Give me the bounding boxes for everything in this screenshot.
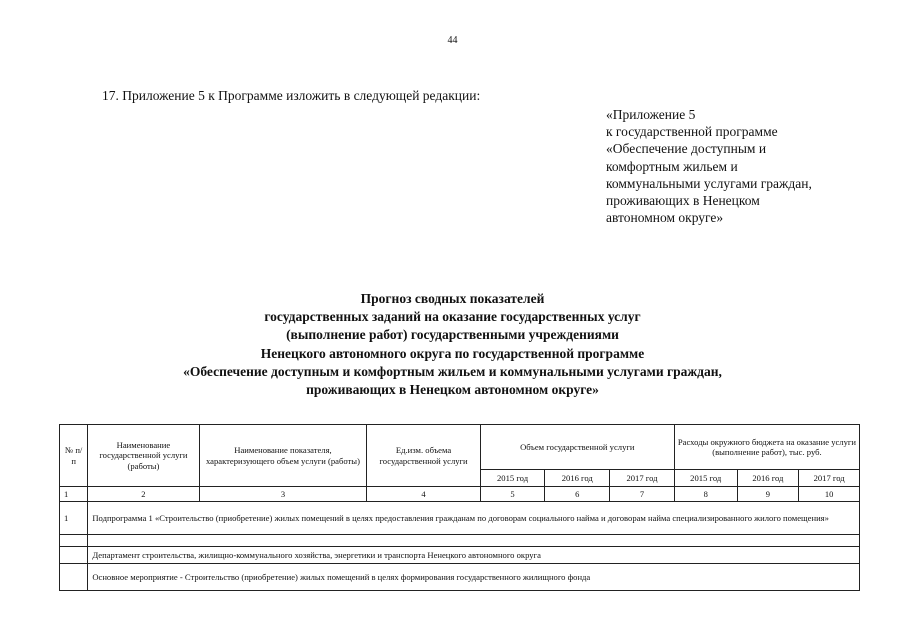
table-header-row <box>60 425 860 470</box>
header-year: 2016 год <box>545 470 610 487</box>
header-num: № п/п <box>60 425 88 487</box>
header-volume: Объем государственной услуги <box>480 425 674 470</box>
appendix-line: к государственной программе <box>606 124 778 140</box>
header-year: 2015 год <box>480 470 545 487</box>
table-row-department <box>60 547 860 564</box>
column-number: 3 <box>199 487 367 502</box>
header-expenses: Расходы окружного бюджета на оказание услуги (выполнение работ), тыс. руб. <box>674 425 859 470</box>
appendix-line: автономном округе» <box>606 210 724 226</box>
header-unit: Ед.изм. объема государственной услуги <box>367 425 480 487</box>
appendix-line: «Обеспечение доступным и <box>606 141 767 157</box>
header-year: 2017 год <box>799 470 860 487</box>
appendix-reference <box>606 106 856 226</box>
header-year: 2016 год <box>737 470 799 487</box>
empty-cell <box>60 547 88 564</box>
table-row-empty <box>60 535 860 547</box>
title-line: Ненецкого автономного округа по государственной программе <box>260 345 645 361</box>
appendix-line: «Приложение 5 <box>606 107 696 122</box>
header-indicator: Наименование показателя, характеризующего объем услуги (работы) <box>199 425 367 487</box>
header-year: 2015 год <box>674 470 737 487</box>
empty-cell <box>88 535 860 547</box>
column-number: 6 <box>545 487 610 502</box>
appendix-line: проживающих в Ненецком <box>606 193 760 209</box>
empty-cell <box>60 564 88 591</box>
title-line: проживающих в Ненецком автономном округе» <box>306 382 599 398</box>
column-number: 10 <box>799 487 860 502</box>
appendix-line: комфортным жильем и <box>606 158 738 174</box>
subprogram-number: 1 <box>60 502 88 535</box>
column-number: 2 <box>88 487 199 502</box>
title-line: (выполнение работ) государственными учреждениями <box>286 327 619 343</box>
main-event-text: Основное мероприятие - Строительство (приобретение) жилых помещений в целях формирования государственного жилищного фонда <box>88 564 860 591</box>
column-number: 8 <box>674 487 737 502</box>
title-line: «Обеспечение доступным и комфортным жильем и коммунальными услугами граждан, <box>183 363 722 379</box>
column-number: 5 <box>480 487 545 502</box>
department-name: Департамент строительства, жилищно-коммунального хозяйства, энергетики и транспорта Ненецкого автономного округа <box>88 547 860 564</box>
page-number: 44 <box>447 35 458 46</box>
table-row-main-event <box>60 564 860 591</box>
document-title <box>100 290 805 399</box>
indicators-table <box>59 424 860 591</box>
column-number: 9 <box>737 487 799 502</box>
subprogram-title: Подпрограмма 1 «Строительство (приобретение) жилых помещений в целях предоставления гражданам по договорам социального найма и договорам найма специализированного жилого помещения» <box>88 502 860 535</box>
header-service-name: Наименование государственной услуги (работы) <box>88 425 199 487</box>
column-numbers-row <box>60 487 860 502</box>
table-row-subprogram <box>60 502 860 535</box>
appendix-line: коммунальными услугами граждан, <box>606 175 812 191</box>
title-line: государственных заданий на оказание государственных услуг <box>264 309 641 325</box>
column-number: 1 <box>60 487 88 502</box>
intro-text: 17. Приложение 5 к Программе изложить в следующей редакции: <box>102 88 481 103</box>
column-number: 4 <box>367 487 480 502</box>
column-number: 7 <box>610 487 675 502</box>
title-line: Прогноз сводных показателей <box>360 291 545 306</box>
empty-cell <box>60 535 88 547</box>
header-year: 2017 год <box>610 470 675 487</box>
